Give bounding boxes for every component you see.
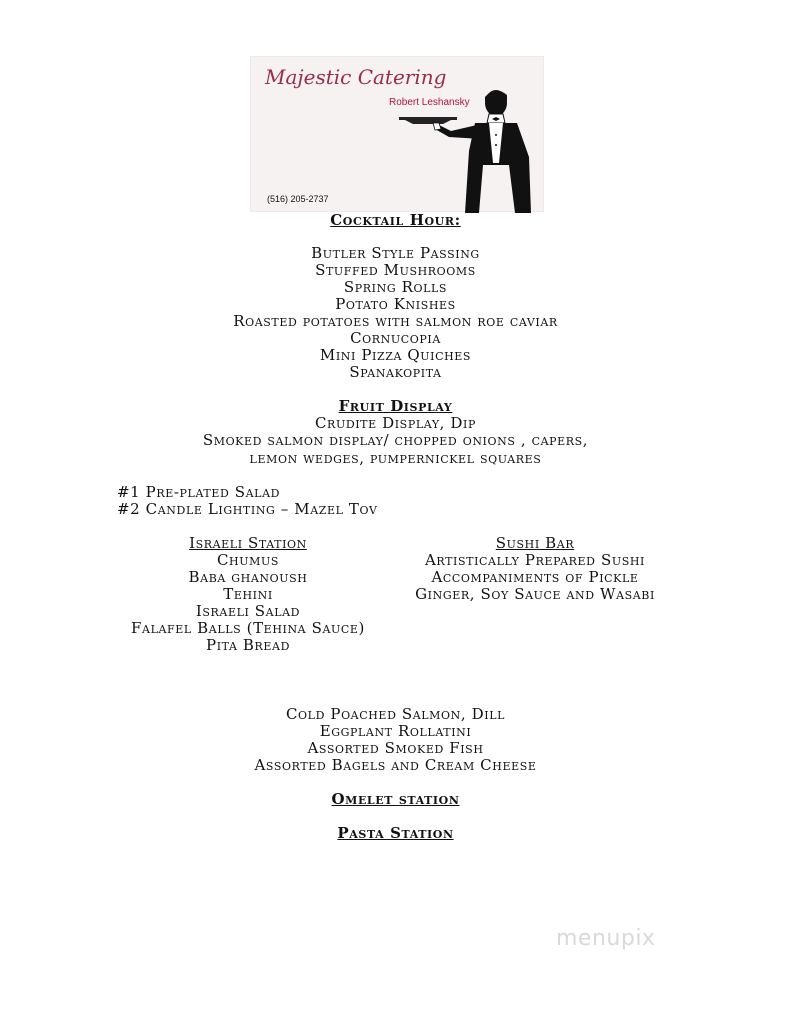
numbered-item: #1 Pre-plated Salad — [117, 483, 281, 501]
waiter-with-tray-icon — [391, 87, 541, 213]
menu-item: Smoked salmon display/ chopped onions , capers, — [202, 431, 589, 449]
omelet-station-heading: Omelet station — [331, 790, 460, 808]
logo-card — [250, 56, 544, 212]
menu-item: Cold Poached Salmon, Dill — [285, 705, 506, 723]
menu-item: Assorted Bagels and Cream Cheese — [254, 756, 537, 774]
menu-item: Israeli Salad — [195, 602, 301, 620]
menu-item: Assorted Smoked Fish — [307, 739, 484, 757]
menu-item: Potato Knishes — [335, 295, 456, 313]
menu-item: Accompaniments of Pickle — [431, 568, 639, 586]
menu-item: Crudite Display, Dip — [314, 414, 476, 432]
fruit-display-heading: Fruit Display — [338, 397, 453, 415]
sushi-bar — [394, 535, 676, 603]
menu-item: Mini Pizza Quiches — [319, 346, 472, 364]
menu-item: Eggplant Rollatini — [319, 722, 472, 740]
menu-item: Cornucopia — [350, 329, 441, 347]
menu-item: Pita Bread — [206, 636, 290, 654]
menu-item: Ginger, Soy Sauce and Wasabi — [415, 585, 655, 603]
menu-item: Tehini — [223, 585, 273, 603]
logo-owner-name: Robert Leshansky — [389, 97, 470, 108]
israeli-station — [98, 535, 398, 654]
logo-phone: (516) 205-2737 — [267, 194, 329, 204]
logo-title: Majestic Catering — [265, 65, 447, 89]
sushi-bar-heading: Sushi Bar — [495, 534, 575, 552]
menu-item: Baba ghanoush — [188, 568, 308, 586]
menu-item: Chumus — [216, 551, 279, 569]
menu-item: Stuffed Mushrooms — [315, 261, 476, 279]
israeli-station-heading: Israeli Station — [189, 534, 307, 552]
pasta-station-heading: Pasta Station — [337, 824, 454, 842]
menu-item: lemon wedges, pumpernickel squares — [249, 449, 542, 467]
menupix-watermark: menupix — [556, 926, 656, 951]
menu-item: Spring Rolls — [343, 278, 448, 296]
menu-item: Spanakopita — [349, 363, 442, 381]
cocktail-hour-heading: Cocktail Hour: — [330, 211, 461, 229]
menu-item: Roasted potatoes with salmon roe caviar — [233, 312, 558, 330]
menu-item: Butler Style Passing — [311, 244, 480, 262]
numbered-item: #2 Candle Lighting – Mazel Tov — [117, 500, 378, 518]
menu-item: Artistically Prepared Sushi — [425, 551, 645, 569]
menu-item: Falafel Balls (Tehina Sauce) — [131, 619, 365, 637]
